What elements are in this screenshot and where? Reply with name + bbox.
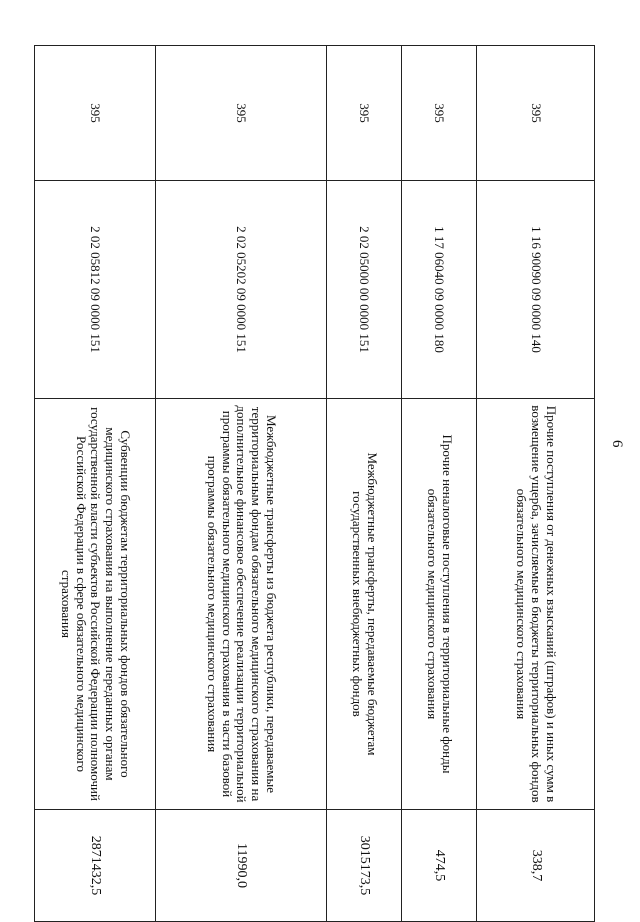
revenue-name-cell: Субвенции бюджетам территориальных фондов обязательного медицинского страхования на выполнение переданных органам государственной власти субъектов Российской Федерации полномочий Российской Федерации в сфере обязательного медицинского страхования: [35, 399, 156, 810]
revenue-name-cell: Прочие неналоговые поступления в территориальные фонды обязательного медицинского страхования: [402, 399, 477, 810]
table-row: [477, 46, 595, 922]
admin-code-cell: 395: [327, 46, 402, 181]
amount-cell: 474,5: [402, 810, 477, 922]
revenue-name-cell: Прочие поступления от денежных взысканий (штрафов) и иных сумм в возмещение ущерба, зачисляемые в бюджеты территориальных фондов обязательного медицинского страхования: [477, 399, 595, 810]
revenue-name-cell: Межбюджетные трансферты из бюджета республики, передаваемые территориальным фондам обязательного медицинского страхования на дополнительное финансовое обеспечение реализации территориальной программы обязательного медицинского страхования в части базовой программы обязательного медицинского страхования: [156, 399, 327, 810]
budget-code-cell: 1 17 06040 09 0000 180: [402, 181, 477, 399]
budget-code-cell: 2 02 05202 09 0000 151: [156, 181, 327, 399]
revenue-table: [34, 45, 595, 922]
table-row: [156, 46, 327, 922]
admin-code-cell: 395: [156, 46, 327, 181]
admin-code-cell: 395: [35, 46, 156, 181]
page-number: 6: [609, 440, 625, 448]
table-row: [402, 46, 477, 922]
amount-cell: 3015173,5: [327, 810, 402, 922]
revenue-name-cell: Межбюджетные трансферты, передаваемые бюджетам государственных внебюджетных фондов: [327, 399, 402, 810]
admin-code-cell: 395: [477, 46, 595, 181]
budget-code-cell: 2 02 05000 00 0000 151: [327, 181, 402, 399]
table-row: [327, 46, 402, 922]
budget-code-cell: 1 16 90090 09 0000 140: [477, 181, 595, 399]
amount-cell: 338,7: [477, 810, 595, 922]
amount-cell: 2871432,5: [35, 810, 156, 922]
amount-cell: 11990,0: [156, 810, 327, 922]
table-row: [35, 46, 156, 922]
budget-code-cell: 2 02 05812 09 0000 151: [35, 181, 156, 399]
admin-code-cell: 395: [402, 46, 477, 181]
